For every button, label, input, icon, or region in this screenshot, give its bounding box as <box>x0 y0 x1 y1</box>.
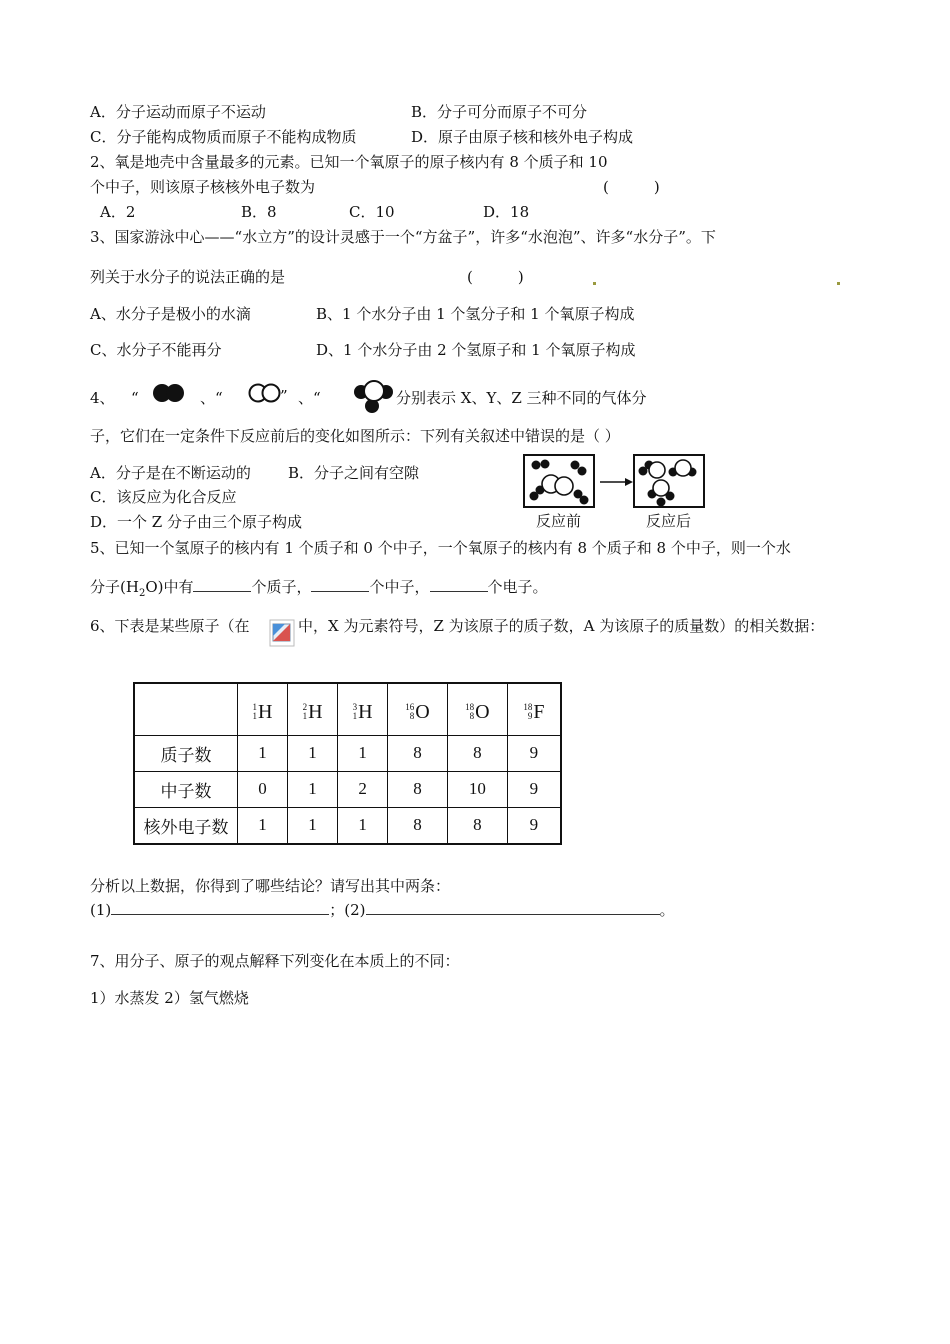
q3-answer-paren: ( ) <box>467 268 524 286</box>
reaction-diagram <box>520 452 710 512</box>
q4-option-b: B．分子之间有空隙 <box>288 464 420 482</box>
q4-sep-1: 、“ <box>200 389 223 407</box>
q7-line1: 7、用分子、原子的观点解释下列变化在本质上的不同： <box>90 952 460 970</box>
q1-option-c: C．分子能构成物质而原子不能构成物质 <box>90 128 357 146</box>
q2-option-a: A．2 <box>100 203 136 221</box>
table-cell: 1 <box>288 735 338 771</box>
blank-neutrons[interactable] <box>311 577 369 592</box>
q4-option-d: D．一个 Z 分子由三个原子构成 <box>90 513 302 531</box>
stray-dot <box>593 282 596 285</box>
table-cell: 0 <box>238 771 288 807</box>
q4-option-c: C．该反应为化合反应 <box>90 488 237 506</box>
table-cell: 9 <box>507 771 561 807</box>
table-cell: 9 <box>507 807 561 844</box>
q6-line1-pre: 6、下表是某些原子（在 <box>90 617 250 635</box>
atom-data-table <box>133 682 562 845</box>
q5-line2: 分子$(H_2O)$中有 个质子， 个中子， 个电子。 <box>90 578 548 599</box>
q1-option-b: B．分子可分而原子不可分 <box>411 103 588 121</box>
broken-image-icon <box>269 619 297 649</box>
table-header-row <box>134 683 561 735</box>
table-cell: 1 <box>238 735 288 771</box>
q4-line1-tail: 分别表示 X、Y、Z 三种不同的气体分 <box>396 389 647 407</box>
table-cell: 8 <box>447 807 507 844</box>
row-label: 中子数 <box>134 771 238 807</box>
table-cell: 1 <box>288 771 338 807</box>
q4-quote-close: ” <box>280 387 288 405</box>
blank-conclusion-2[interactable] <box>366 900 660 915</box>
blank-protons[interactable] <box>193 577 251 592</box>
table-cell: 8 <box>388 735 448 771</box>
nuclide-cell: 18 8 O <box>447 683 507 735</box>
row-label: 质子数 <box>134 735 238 771</box>
nuclide-cell: 1 1 H <box>238 683 288 735</box>
table-cell: 8 <box>388 807 448 844</box>
q3-option-a: A、水分子是极小的水滴 <box>90 305 251 323</box>
q6-analysis: 分析以上数据，你得到了哪些结论？请写出其中两条： <box>90 877 451 895</box>
q3-line1: 3、国家游泳中心——“水立方”的设计灵感于一个“方盆子”，许多“水泡泡”、许多“水分子”。下 <box>90 228 716 246</box>
q2-option-c: C．10 <box>349 203 395 221</box>
nuclide-cell: 18 9 F <box>507 683 561 735</box>
nuclide-cell: 16 8 O <box>388 683 448 735</box>
table-cell: 1 <box>338 807 388 844</box>
table-row <box>134 735 561 771</box>
q2-option-d: D．18 <box>483 203 530 221</box>
nuclide-cell: 2 1 H <box>288 683 338 735</box>
table-cell: 9 <box>507 735 561 771</box>
table-cell: 2 <box>338 771 388 807</box>
table-row <box>134 771 561 807</box>
row-label: 核外电子数 <box>134 807 238 844</box>
q2-line2: 个中子，则该原子核核外电子数为 <box>90 178 316 196</box>
blank-conclusion-1[interactable] <box>111 900 329 915</box>
table-cell: 10 <box>447 771 507 807</box>
table-corner-cell <box>134 683 238 735</box>
q4-option-a: A．分子是在不断运动的 <box>90 464 251 482</box>
blank-electrons[interactable] <box>430 577 488 592</box>
q4-quote-open-1: “ <box>131 389 139 407</box>
table-cell: 1 <box>288 807 338 844</box>
molecule-z-icon <box>350 378 396 414</box>
q2-option-b: B．8 <box>241 203 277 221</box>
q3-option-d: D、1 个水分子由 2 个氢原子和 1 个氧原子构成 <box>316 341 636 359</box>
stray-dot <box>837 282 840 285</box>
molecule-x-icon <box>150 381 190 405</box>
q1-option-a: A．分子运动而原子不运动 <box>90 103 266 121</box>
q2-line1: 2、氧是地壳中含量最多的元素。已知一个氧原子的原子核内有 8 个质子和 10 <box>90 153 608 171</box>
q5-line1: 5、已知一个氢原子的核内有 1 个质子和 0 个中子，一个氧原子的核内有 8 个质子和 8 个中子，则一个水 <box>90 539 791 557</box>
q2-answer-paren: ( ) <box>603 178 660 196</box>
q7-line2: 1）水蒸发 2）氢气燃烧 <box>90 989 249 1007</box>
q1-option-d: D．原子由原子核和核外电子构成 <box>411 128 634 146</box>
table-cell: 8 <box>388 771 448 807</box>
q4-line2: 子，它们在一定条件下反应前后的变化如图所示：下列有关叙述中错误的是（ ） <box>90 427 620 445</box>
caption-after: 反应后 <box>646 513 692 530</box>
nuclide-cell: 3 1 H <box>338 683 388 735</box>
q6-answer-line: (1) ；(2) 。 <box>90 901 675 919</box>
table-row <box>134 807 561 844</box>
q3-option-b: B、1 个水分子由 1 个氢分子和 1 个氧原子构成 <box>316 305 635 323</box>
q3-line2: 列关于水分子的说法正确的是 <box>90 268 286 286</box>
q3-option-c: C、水分子不能再分 <box>90 341 222 359</box>
table-cell: 1 <box>238 807 288 844</box>
q6-line1-post: 中，X 为元素符号，Z 为该原子的质子数，A 为该原子的质量数）的相关数据： <box>298 617 825 635</box>
table-cell: 8 <box>447 735 507 771</box>
q4-sep-2: 、“ <box>298 389 321 407</box>
table-cell: 1 <box>338 735 388 771</box>
q4-number: 4、 <box>90 389 115 407</box>
caption-before: 反应前 <box>536 513 582 530</box>
